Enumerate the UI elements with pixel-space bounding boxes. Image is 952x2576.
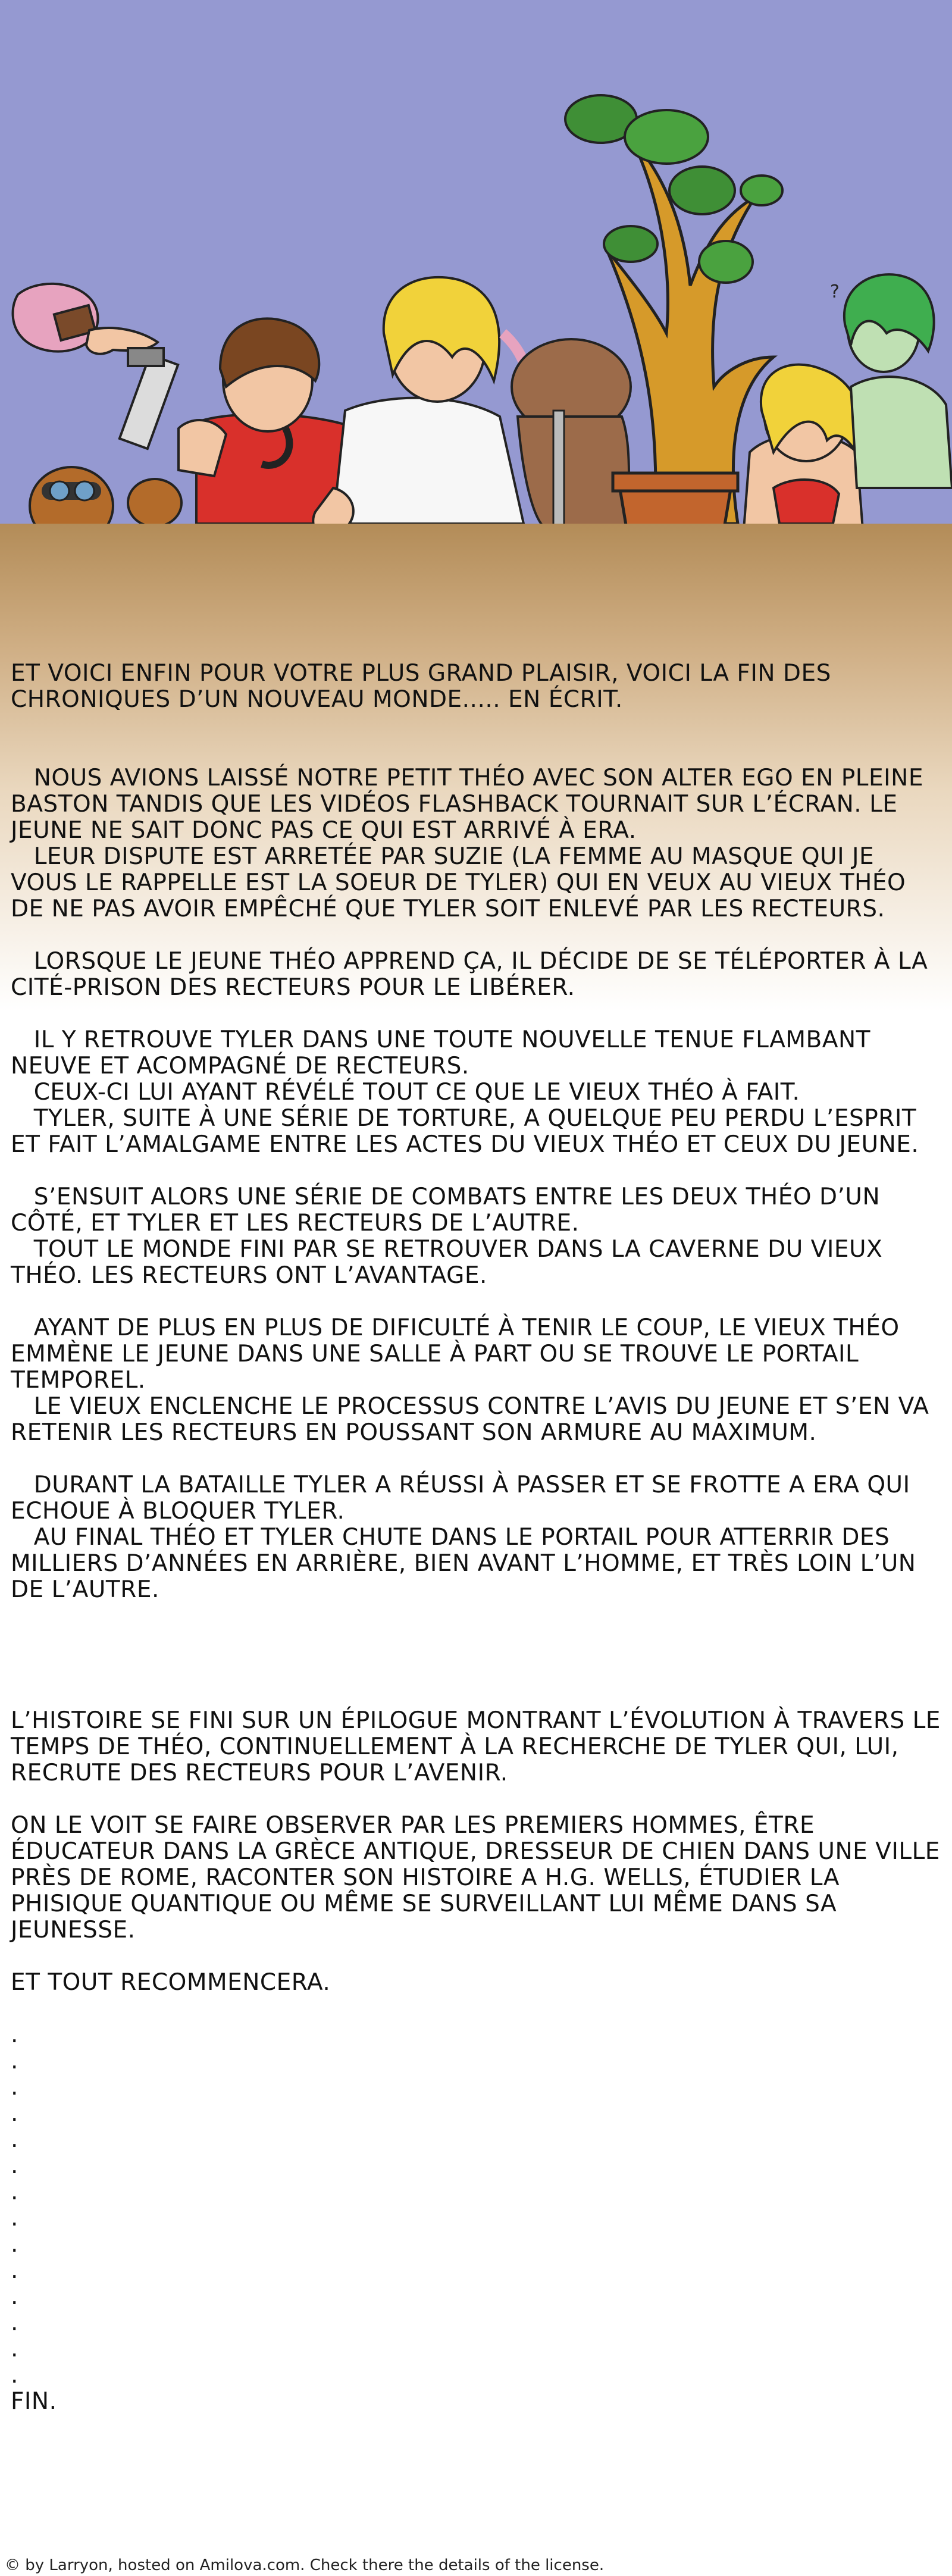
ending-fin: FIN. — [11, 2388, 57, 2415]
dot: . — [11, 2179, 18, 2205]
story-paragraph: IL Y RETROUVE TYLER DANS UNE TOUTE NOUVELLE TENUE FLAMBANT NEUVE ET ACOMPAGNÉ DE RECTEURS. CEUX-CI LUI AYANT RÉVÉLÉ TOUT CE QUE LE VIEUX THÉO À FAIT. TYLER, SUITE À UNE SÉRIE DE TORTURE, A QUELQUE PEU PERDU L’ESPRIT ET FAIT L’AMALGAME ENTRE LES ACTES DU VIEUX THÉO ET CEUX DU JEUNE. — [11, 1026, 919, 1158]
dot: . — [11, 2257, 18, 2284]
question-mark: ? — [830, 281, 840, 302]
story-paragraph: LORSQUE LE JEUNE THÉO APPREND ÇA, IL DÉCIDE DE SE TÉLÉPORTER À LA CITÉ-PRISON DES RECTEURS POUR LE LIBÉRER. — [11, 948, 936, 1001]
story-paragraph: NOUS AVIONS LAISSÉ NOTRE PETIT THÉO AVEC SON ALTER EGO EN PLEINE BASTON TANDIS QUE LES VIDÉOS FLASHBACK TOURNAIT SUR L’ÉCRAN. LE JEUNE NE SAIT DONC PAS CE QUI EST ARRIVÉ À ERA. LEUR DISPUTE EST ARRETÉE PAR SUZIE (LA FEMME AU MASQUE QUI JE VOUS LE RAPPELLE EST LA SOEUR DE TYLER) QUI EN VEUX AU VIEUX THÉO DE NE PAS AVOIR EMPÊCHÉ QUE TYLER SOIT ENLEVÉ PAR LES RECTEURS. — [11, 765, 923, 922]
dot: . — [11, 2152, 18, 2179]
story-paragraph: DURANT LA BATAILLE TYLER A RÉUSSI À PASSER ET SE FROTTE A ERA QUI ECHOUE À BLOQUER TYLER. AU FINAL THÉO ET TYLER CHUTE DANS LE PORTAIL POUR ATTERRIR DES MILLIERS D’ANNÉES EN ARRIÈRE, BIEN AVANT L’HOMME, ET TRÈS LOIN L’UN DE L’AUTRE. — [11, 1472, 916, 1603]
epilogue-paragraph: L’HISTOIRE SE FINI SUR UN ÉPILOGUE MONTRANT L’ÉVOLUTION À TRAVERS LE TEMPS DE THÉO, CONTINUELLEMENT À LA RECHERCHE DE TYLER QUI, LUI, RECRUTE DES RECTEURS POUR L’AVENIR. — [11, 1707, 948, 1786]
dot: . — [11, 2126, 18, 2153]
dot: . — [11, 2283, 18, 2310]
story-paragraph: AYANT DE PLUS EN PLUS DE DIFICULTÉ À TENIR LE COUP, LE VIEUX THÉO EMMÈNE LE JEUNE DANS UNE SALLE À PART OU SE TROUVE LE PORTAIL TEMPOREL. LE VIEUX ENCLENCHE LE PROCESSUS CONTRE L’AVIS DU JEUNE ET S’EN VA RETENIR LES RECTEURS EN POUSSANT SON ARMURE AU MAXIMUM. — [11, 1314, 929, 1446]
story-text — [11, 660, 948, 2415]
dot: . — [11, 2074, 18, 2101]
dot: . — [11, 2231, 18, 2258]
epilogue-ending-line: ET TOUT RECOMMENCERA. — [11, 1969, 331, 1996]
ellipsis-dots — [11, 2022, 945, 2389]
story-intro: ET VOICI ENFIN POUR VOTRE PLUS GRAND PLAISIR, VOICI LA FIN DES CHRONIQUES D’UN NOUVEAU MONDE..... EN ÉCRIT. — [11, 660, 839, 713]
dot: . — [11, 2021, 18, 2048]
dot: . — [11, 2362, 18, 2389]
dot: . — [11, 2336, 18, 2362]
dot: . — [11, 2205, 18, 2231]
dot: . — [11, 2048, 18, 2074]
dot: . — [11, 2100, 18, 2127]
blond-woman-red — [744, 365, 864, 530]
story-paragraph: S’ENSUIT ALORS UNE SÉRIE DE COMBATS ENTRE LES DEUX THÉO D’UN CÔTÉ, ET TYLER ET LES RECTEURS DE L’AUTRE. TOUT LE MONDE FINI PAR SE RETROUVER DANS LA CAVERNE DU VIEUX THÉO. LES RECTEURS ONT L’AVANTAGE. — [11, 1184, 883, 1289]
epilogue-paragraph: ON LE VOIT SE FAIRE OBSERVER PAR LES PREMIERS HOMMES, ÊTRE ÉDUCATEUR DANS LA GRÈCE ANTIQUE, DRESSEUR DE CHIEN DANS UNE VILLE PRÈS DE ROME, RACONTER SON HISTOIRE A H.G. WELLS, ÉTUDIER LA PHISIQUE QUANTIQUE OU MÊME SE SURVEILLANT LUI MÊME DANS SA JEUNESSE. — [11, 1812, 948, 1943]
dot: . — [11, 2309, 18, 2336]
credit-line: © by Larryon, hosted on Amilova.com. Check there the details of the license. — [5, 2556, 605, 2574]
